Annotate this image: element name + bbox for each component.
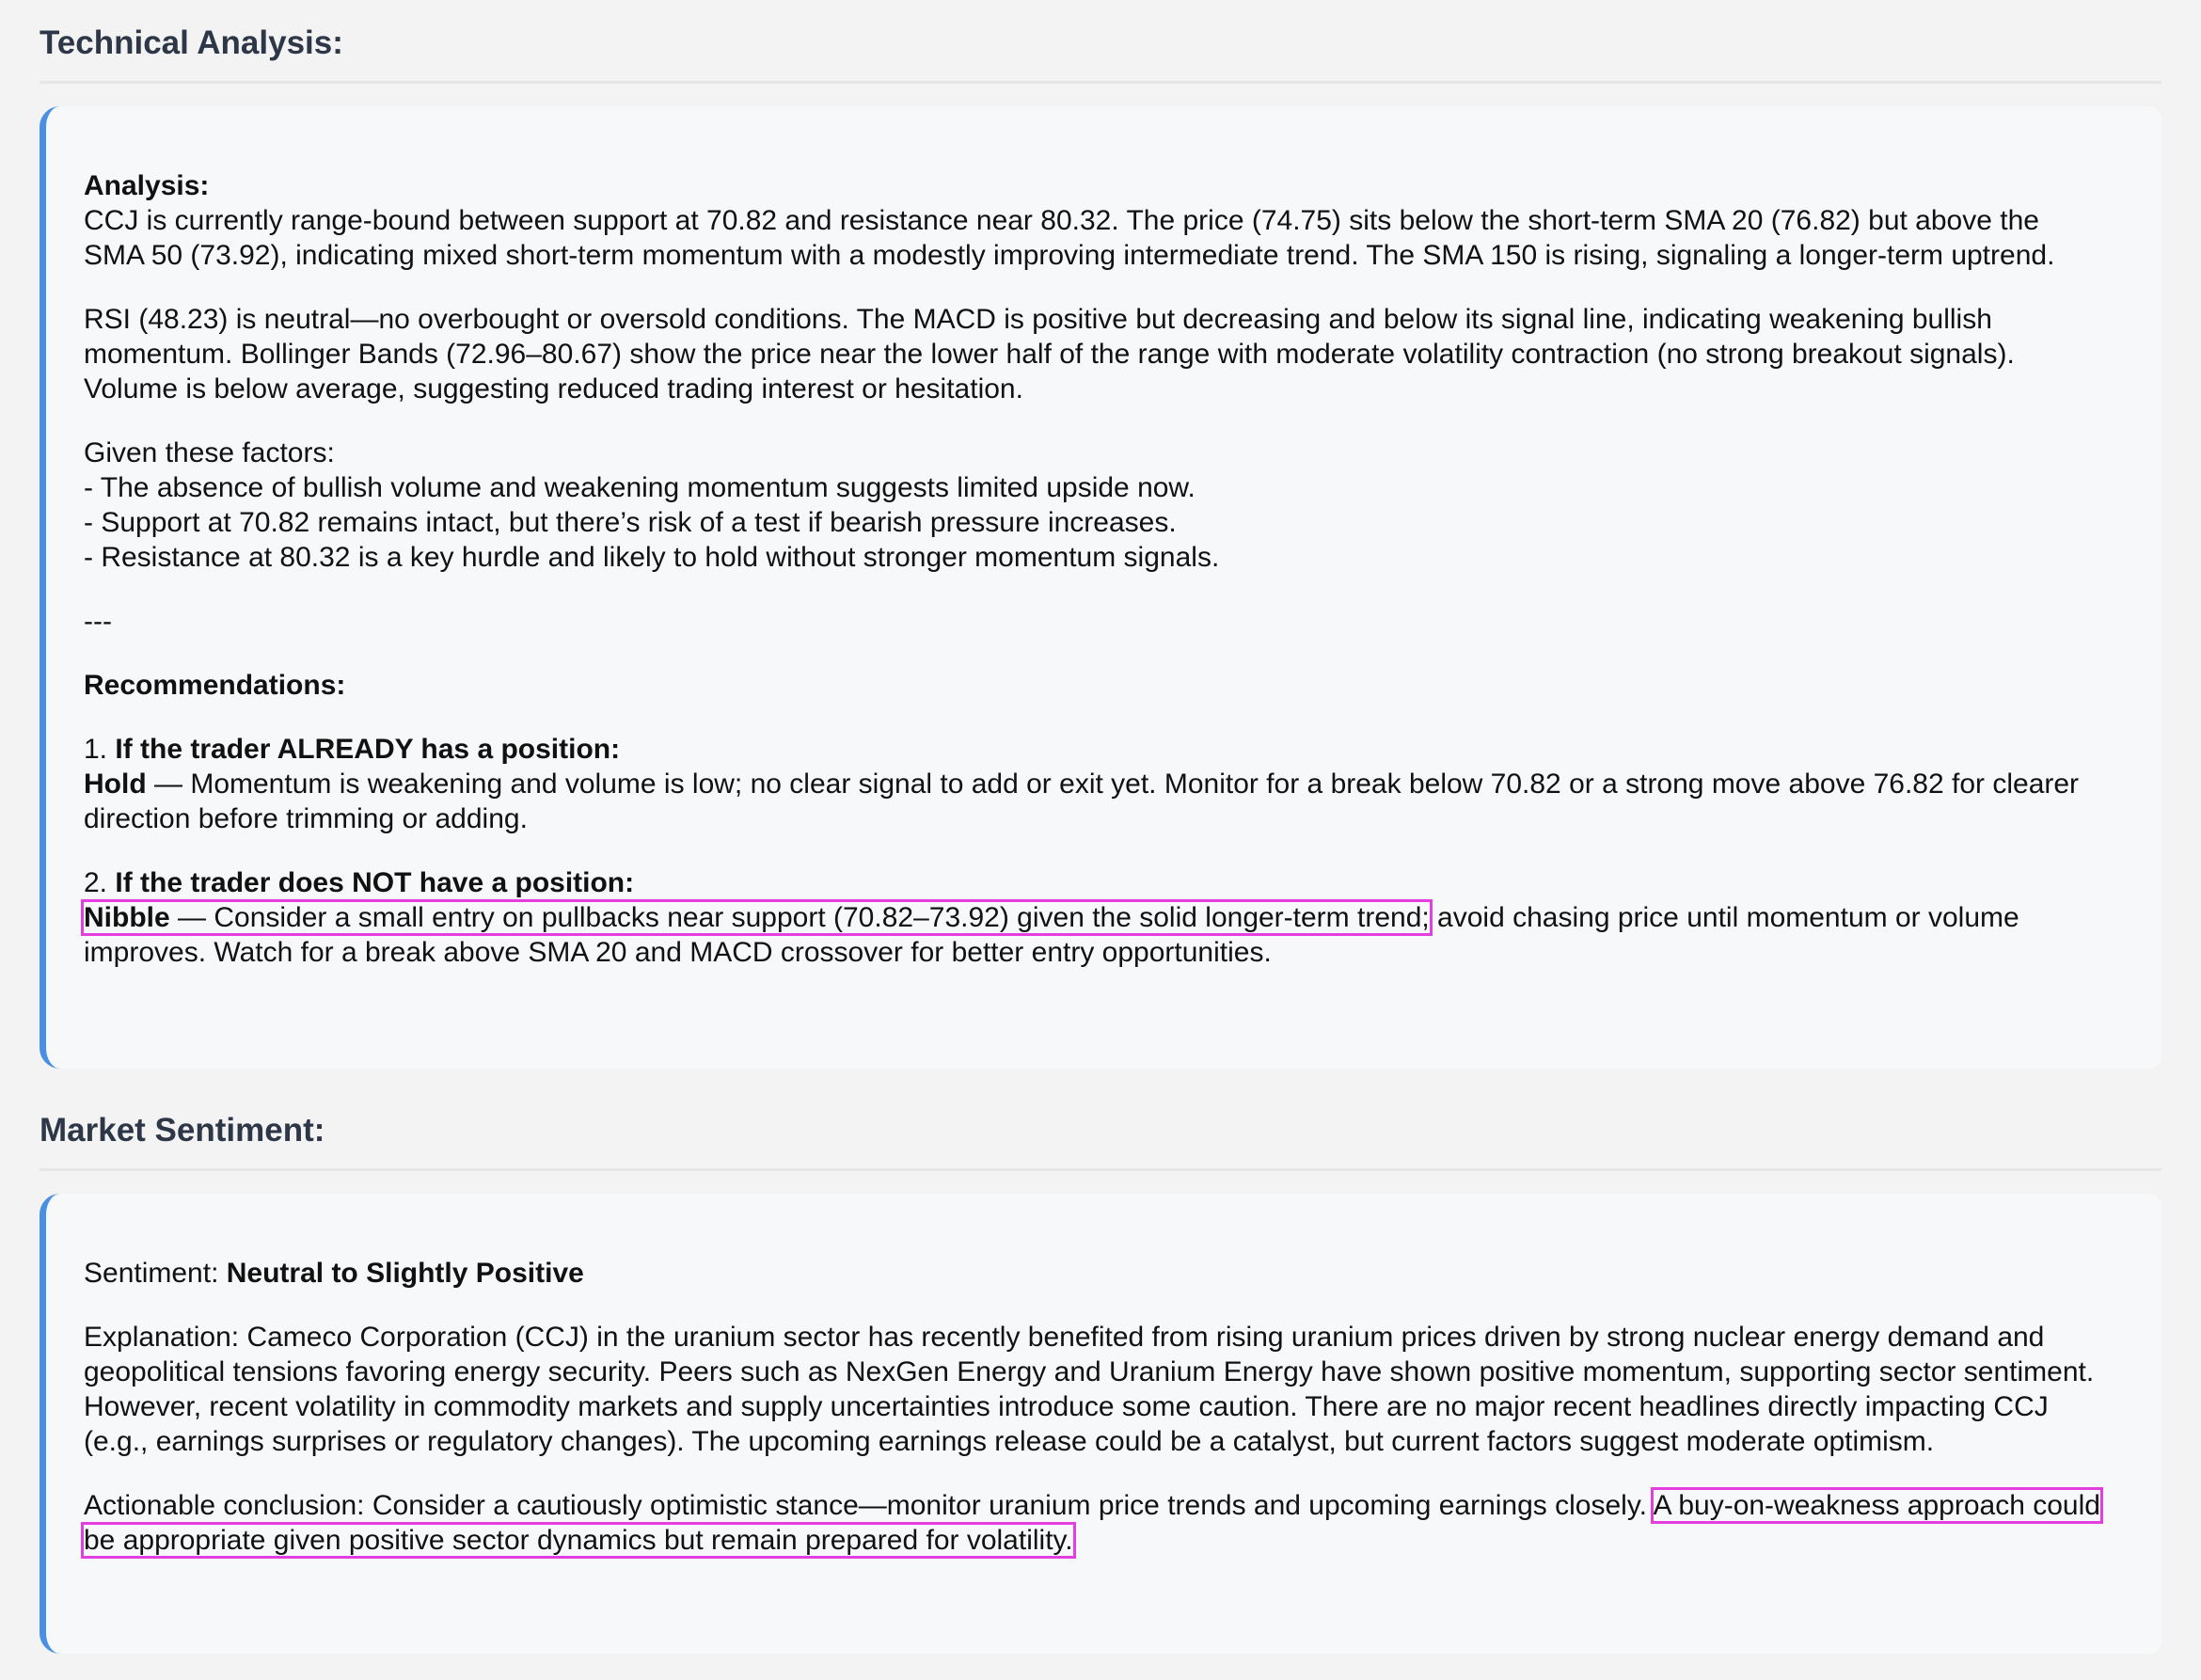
factor-item: - The absence of bullish volume and weakening momentum suggests limited upside now. — [84, 472, 1196, 503]
section-divider — [40, 1168, 2161, 1171]
recommendation-2 — [84, 865, 2105, 970]
separator: --- — [84, 606, 112, 637]
factors-block — [84, 436, 2105, 575]
rec1-heading: If the trader ALREADY has a position: — [115, 734, 621, 765]
factors-intro: Given these factors: — [84, 437, 335, 468]
sentiment-conclusion — [84, 1488, 2105, 1558]
recommendation-1 — [84, 732, 2105, 836]
rec2-heading: If the trader does NOT have a position: — [115, 867, 635, 898]
factor-item: - Support at 70.82 remains intact, but there’s risk of a test if bearish pressure increases. — [84, 507, 1177, 538]
rec1-action: Hold — [84, 769, 147, 800]
analysis-paragraph-1: CCJ is currently range-bound between support at 70.82 and resistance near 80.32. The price (74.75) sits below the short-term SMA 20 (76.82) but above the SMA 50 (73.92), indicating mixed short-term momentum with a modestly improving intermediate trend. The SMA 150 is rising, signaling a longer-term uptrend. — [84, 205, 2055, 271]
rec2-number: 2. — [84, 867, 108, 898]
conclusion-plain: Actionable conclusion: Consider a cautiously optimistic stance—monitor uranium price trends and upcoming earnings closely. — [84, 1490, 1647, 1521]
analysis-block — [84, 168, 2105, 273]
analysis-label: Analysis: — [84, 170, 210, 201]
sentiment-explanation: Explanation: Cameco Corporation (CCJ) in the uranium sector has recently benefited from rising uranium prices driven by strong nuclear energy demand and geopolitical tensions favoring energy security. Peers such as NexGen Energy and Uranium Energy have shown positive momentum, supporting sector sentiment. However, recent volatility in commodity markets and supply uncertainties introduce some caution. There are no major recent headlines directly impacting CCJ (e.g., earnings surprises or regulatory changes). The upcoming earnings release could be a catalyst, but current factors suggest moderate optimism. — [84, 1322, 2095, 1457]
recommendations-label: Recommendations: — [84, 670, 346, 701]
rec1-text: — Momentum is weakening and volume is low; no clear signal to add or exit yet. Monitor for a break below 70.82 or a strong move above 76.82 for clearer direction before trimming or adding. — [84, 769, 2080, 834]
rec2-action: Nibble — [84, 902, 170, 933]
market-sentiment-heading: Market Sentiment: — [40, 1112, 325, 1149]
rec2-text-rest: avoid chasing price until momentum or volume improves. Watch for a break above SMA 20 and MACD crossover for better entry opportunities. — [84, 902, 2019, 968]
factor-item: - Resistance at 80.32 is a key hurdle and likely to hold without stronger momentum signals. — [84, 542, 1220, 573]
rec2-text-highlighted: — Consider a small entry on pullbacks near support (70.82–73.92) given the solid longer-term trend; — [169, 902, 1430, 933]
market-sentiment-card — [40, 1194, 2161, 1654]
sentiment-value: Neutral to Slightly Positive — [226, 1258, 584, 1289]
sentiment-line — [84, 1256, 2105, 1291]
section-divider — [40, 81, 2161, 84]
technical-analysis-card — [40, 106, 2161, 1069]
sentiment-label: Sentiment: — [84, 1258, 227, 1289]
rec1-number: 1. — [84, 734, 108, 765]
highlighted-conclusion: A buy-on-weakness approach could be appropriate given positive sector dynamics but remain prepared for volatility. — [84, 1490, 2100, 1556]
analysis-paragraph-2: RSI (48.23) is neutral—no overbought or oversold conditions. The MACD is positive but decreasing and below its signal line, indicating weakening bullish momentum. Bollinger Bands (72.96–80.67) show the price near the lower half of the range with moderate volatility contraction (no strong breakout signals). Volume is below average, suggesting reduced trading interest or hesitation. — [84, 304, 2015, 404]
technical-analysis-heading: Technical Analysis: — [40, 24, 343, 61]
highlighted-recommendation — [84, 902, 1430, 933]
